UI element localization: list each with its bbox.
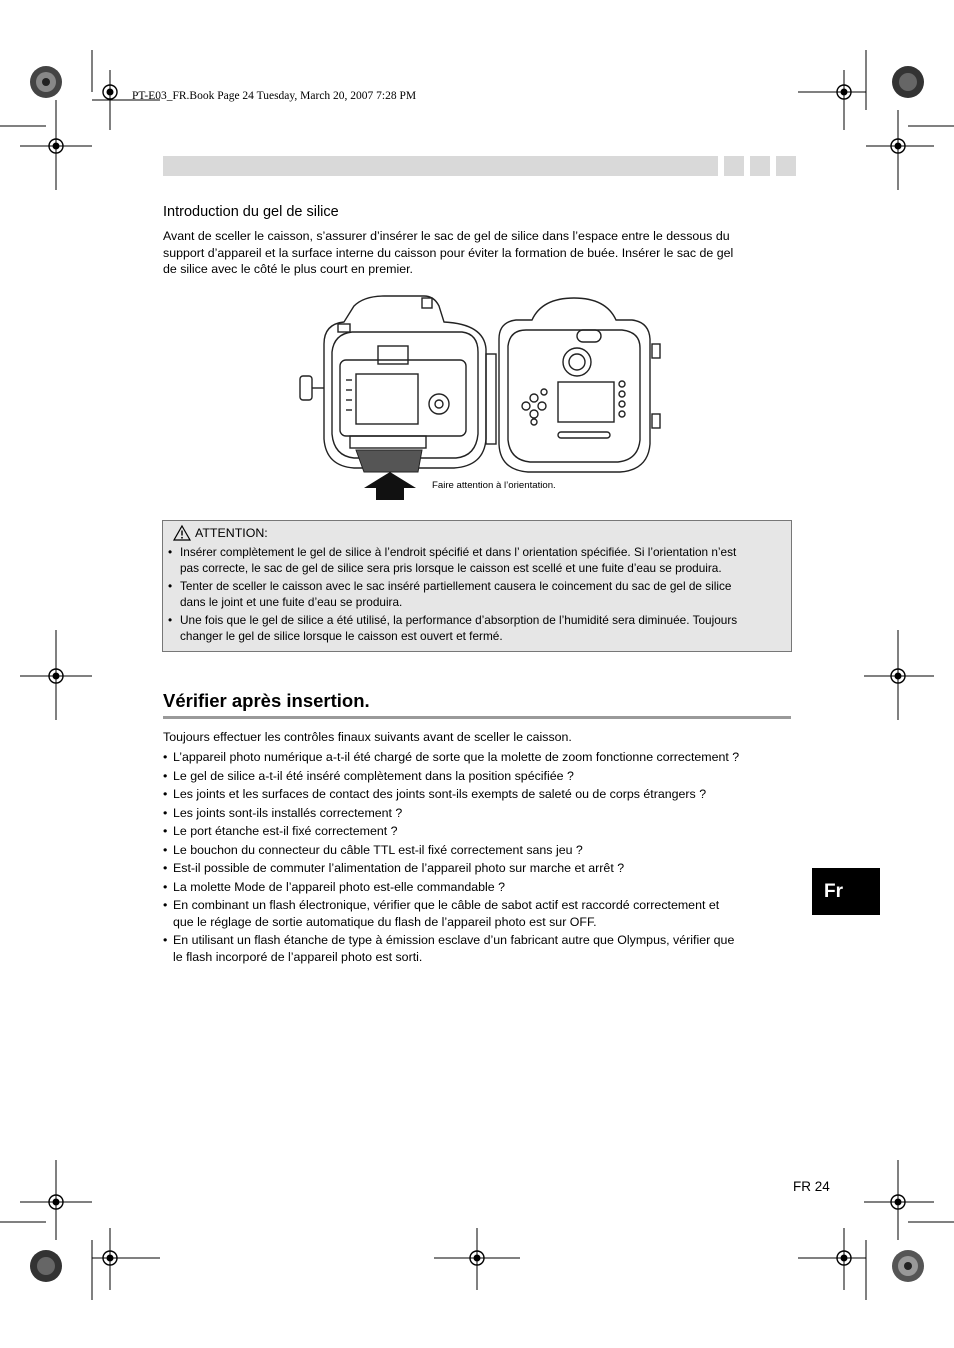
bullet: • bbox=[168, 579, 173, 593]
bullet: • bbox=[163, 898, 168, 912]
item-line: pas correcte, le sac de gel de silice sera pris lorsque le caisson est scellé et une fuite d’eau se produira. bbox=[180, 561, 722, 575]
item-line: Tenter de sceller le caisson avec le sac inséré partiellement causera le coincement du sac de gel de silice bbox=[180, 579, 732, 593]
housing-illustration bbox=[294, 294, 664, 504]
header-box bbox=[724, 156, 744, 176]
bullet: • bbox=[163, 768, 168, 783]
section-lead: Toujours effectuer les contrôles finaux suivants avant de sceller le caisson. bbox=[163, 730, 572, 744]
intro-title: Introduction du gel de silice bbox=[163, 204, 339, 220]
item-line: L’appareil photo numérique a-t-il été chargé de sorte que la molette de zoom fonctionne correctement ? bbox=[173, 750, 740, 764]
intro-paragraph bbox=[163, 228, 793, 278]
bullet: • bbox=[168, 613, 173, 627]
insert-direction-arrow-icon bbox=[364, 472, 416, 500]
intro-line: support d’appareil et la surface interne du caisson pour éviter la formation de buée. Insérer le sac de gel bbox=[163, 245, 734, 260]
item-line: Le gel de silice a-t-il été inséré complètement dans la position spécifiée ? bbox=[173, 768, 574, 783]
item-line: Le port étanche est-il fixé correctement ? bbox=[173, 824, 398, 838]
item-line: Insérer complètement le gel de silice à l’endroit spécifié et dans l’ orientation spécifiée. Si l’orientation n’est bbox=[180, 545, 737, 559]
item-line: Les joints sont-ils installés correctement ? bbox=[173, 805, 403, 820]
item-line: le flash incorporé de l’appareil photo est sorti. bbox=[173, 949, 423, 964]
attention-list bbox=[168, 544, 784, 646]
bullet: • bbox=[163, 787, 168, 801]
list-item bbox=[168, 612, 784, 644]
book-header: PT-E03_FR.Book Page 24 Tuesday, March 20, 2007 7:28 PM bbox=[132, 90, 417, 102]
bullet: • bbox=[163, 842, 168, 857]
bullet: • bbox=[163, 824, 168, 838]
list-item bbox=[163, 768, 795, 785]
item-line: La molette Mode de l’appareil photo est-elle commandable ? bbox=[173, 879, 505, 894]
list-item bbox=[163, 805, 795, 822]
item-line: En utilisant un flash étanche de type à émission esclave d’un fabricant autre que Olympus, vérifier que bbox=[173, 933, 735, 948]
intro-line: Avant de sceller le caisson, s’assurer d’insérer le sac de gel de silice dans l’espace entre le dessous du bbox=[163, 229, 730, 243]
header-box bbox=[750, 156, 770, 176]
page-number: FR 24 bbox=[793, 1179, 830, 1194]
list-item bbox=[163, 749, 795, 766]
list-item bbox=[163, 860, 795, 877]
checklist bbox=[163, 749, 795, 967]
figure-caption: Faire attention à l’orientation. bbox=[432, 480, 556, 491]
list-item bbox=[163, 879, 795, 896]
warning-triangle-icon bbox=[173, 525, 191, 541]
bullet: • bbox=[163, 861, 168, 875]
attention-title bbox=[173, 525, 268, 541]
section-divider bbox=[163, 716, 791, 719]
section-title: Vérifier après insertion. bbox=[163, 690, 370, 711]
list-item bbox=[168, 578, 784, 610]
item-line: Une fois que le gel de silice a été utilisé, la performance d’absorption de l’humidité sera diminuée. Toujours bbox=[180, 613, 738, 627]
header-bar bbox=[163, 156, 718, 176]
item-line: Le bouchon du connecteur du câble TTL est-il fixé correctement sans jeu ? bbox=[173, 842, 583, 857]
attention-label: ATTENTION: bbox=[195, 526, 268, 540]
item-line: changer le gel de silice lorsque le caisson est ouvert et fermé. bbox=[180, 629, 503, 643]
list-item bbox=[163, 932, 795, 965]
intro-line: de silice avec le côté le plus court en premier. bbox=[163, 262, 414, 277]
list-item bbox=[163, 823, 795, 840]
bullet: • bbox=[163, 933, 168, 948]
item-line: dans le joint et une fuite d’eau se produira. bbox=[180, 595, 403, 609]
list-item bbox=[168, 544, 784, 576]
header-box bbox=[776, 156, 796, 176]
bullet: • bbox=[163, 805, 168, 820]
item-line: Les joints et les surfaces de contact des joints sont-ils exempts de saleté ou de corps étrangers ? bbox=[173, 787, 707, 801]
list-item bbox=[163, 897, 795, 930]
language-tab: Fr bbox=[812, 868, 880, 915]
bullet: • bbox=[163, 750, 168, 764]
list-item bbox=[163, 842, 795, 859]
bullet: • bbox=[168, 545, 173, 559]
bullet: • bbox=[163, 879, 168, 894]
list-item bbox=[163, 786, 795, 803]
item-line: que le réglage de sortie automatique du flash de l’appareil photo est sur OFF. bbox=[173, 914, 597, 929]
item-line: En combinant un flash électronique, vérifier que le câble de sabot actif est raccordé correctement et bbox=[173, 898, 720, 912]
item-line: Est-il possible de commuter l’alimentation de l’appareil photo sur marche et arrêt ? bbox=[173, 861, 625, 875]
